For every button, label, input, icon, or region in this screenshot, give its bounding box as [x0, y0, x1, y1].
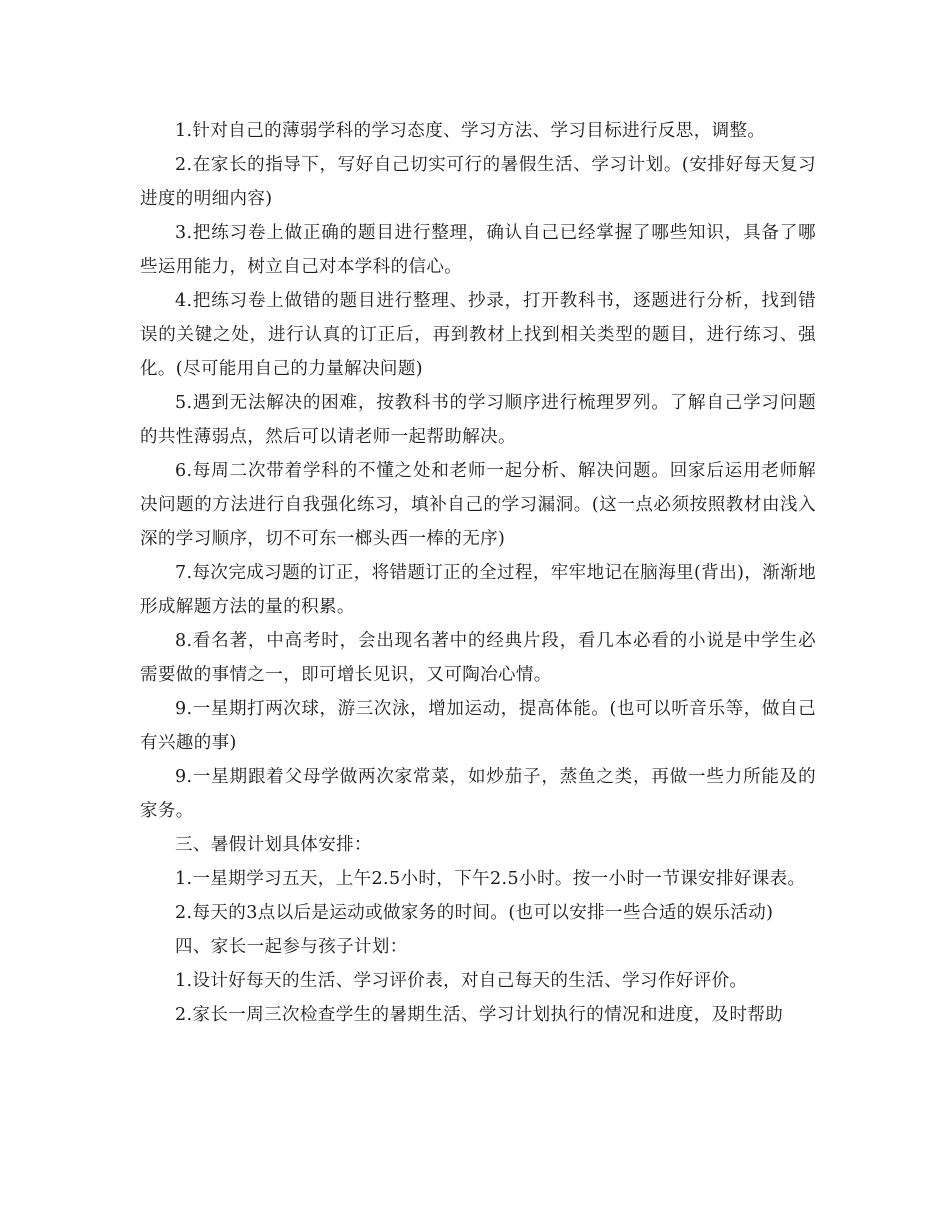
section-heading-schedule: 三、暑假计划具体安排：: [175, 835, 372, 855]
paragraph-8: 8.看名著，中高考时，会出现名著中的经典片段，看几本必看的小说是中学生必需要做的事情之一，即可增长见识，又可陶冶心情。: [140, 631, 816, 685]
paragraph-parents-2: 2.家长一周三次检查学生的暑期生活、学习计划执行的情况和进度，及时帮助: [175, 1005, 784, 1025]
paragraph-6: 6.每周二次带着学科的不懂之处和老师一起分析、解决问题。回家后运用老师解决问题的方法进行自我强化练习，填补自己的学习漏洞。(这一点必须按照教材由浅入深的学习顺序，切不可东一榔头西一棒的无序): [140, 461, 816, 549]
paragraph-9: 9.一星期打两次球，游三次泳，增加运动，提高体能。(也可以听音乐等，做自己有兴趣的事): [140, 699, 816, 753]
paragraph-1: 1.针对自己的薄弱学科的学习态度、学习方法、学习目标进行反思，调整。: [175, 121, 766, 141]
document-body: [140, 114, 816, 1032]
paragraph-5: 5.遇到无法解决的困难，按教科书的学习顺序进行梳理罗列。了解自己学习问题的共性薄弱点，然后可以请老师一起帮助解决。: [140, 393, 816, 447]
paragraph-schedule-2: 2.每天的3点以后是运动或做家务的时间。(也可以安排一些合适的娱乐活动): [175, 903, 774, 923]
paragraph-4: 4.把练习卷上做错的题目进行整理、抄录，打开教科书，逐题进行分析，找到错误的关键之处，进行认真的订正后，再到教材上找到相关类型的题目，进行练习、强化。(尽可能用自己的力量解决问题): [140, 291, 816, 379]
paragraph-10: 9.一星期跟着父母学做两次家常菜，如炒茄子，蒸鱼之类，再做一些力所能及的家务。: [140, 767, 816, 821]
paragraph-schedule-1: 1.一星期学习五天，上午2.5小时，下午2.5小时。按一小时一节课安排好课表。: [175, 869, 806, 889]
paragraph-parents-1: 1.设计好每天的生活、学习评价表，对自己每天的生活、学习作好评价。: [175, 971, 748, 991]
paragraph-2: 2.在家长的指导下，写好自己切实可行的暑假生活、学习计划。(安排好每天复习进度的明细内容): [140, 155, 816, 209]
paragraph-3: 3.把练习卷上做正确的题目进行整理，确认自己已经掌握了哪些知识，具备了哪些运用能力，树立自己对本学科的信心。: [140, 223, 816, 277]
section-heading-parents: 四、家长一起参与孩子计划：: [175, 937, 408, 957]
paragraph-7: 7.每次完成习题的订正，将错题订正的全过程，牢牢地记在脑海里(背出)，渐渐地形成解题方法的量的积累。: [140, 563, 816, 617]
